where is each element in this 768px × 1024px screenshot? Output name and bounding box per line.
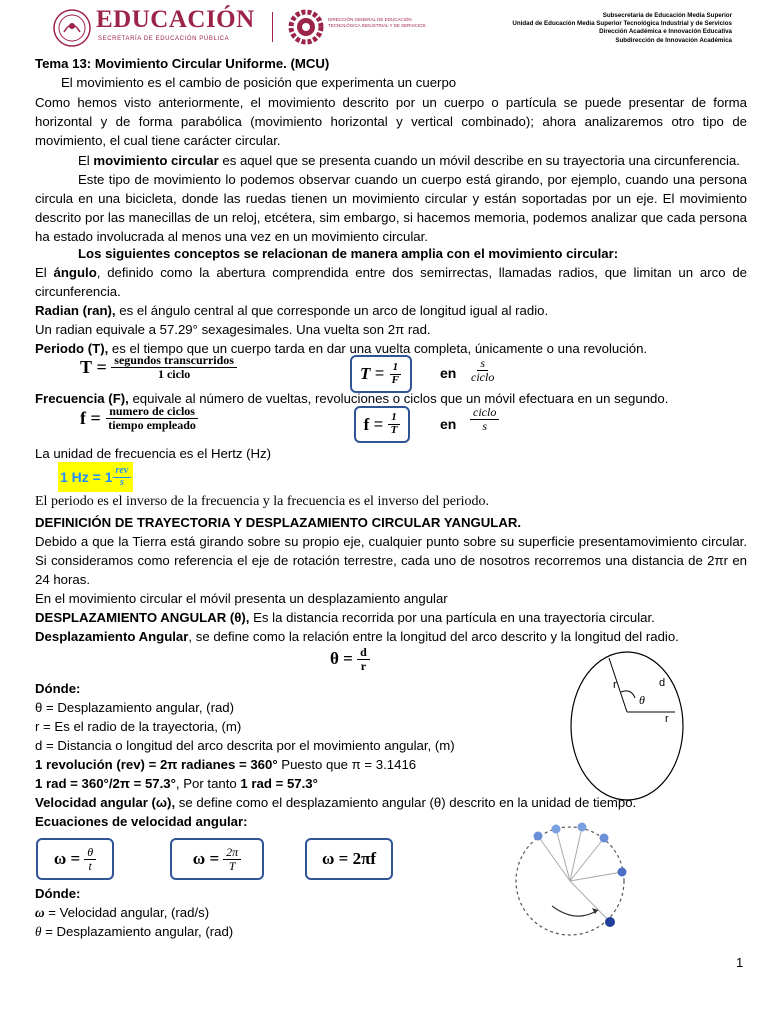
angular-velocity-diagram [500, 818, 640, 943]
arc-label: d [659, 677, 666, 689]
angular-line: En el movimiento circular el móvil presenta un desplazamiento angular [35, 591, 448, 606]
periodo-formula: T = $\frac{\text{segundos transcurridos}}{\text{1 ciclo}}$ [80, 354, 237, 380]
paragraph-desplazamiento-def: Desplazamiento Angular, se define como la relación entre la longitud del arco descrito y la longitud del radio. [35, 629, 679, 644]
header [0, 0, 768, 52]
periodo-units: $\frac{s}{\text{ciclo}}$ [471, 356, 495, 384]
periodo-boxed-formula: T = $\frac{1}{F}$ [350, 355, 412, 393]
angular-displacement-diagram [565, 646, 695, 806]
radius-label: r [613, 679, 617, 691]
government-seal-icon [52, 8, 92, 48]
dgeti-text: DIRECCIÓN GENERAL DE EDUCACIÓN TECNOLÓGICA INDUSTRIAL Y DE SERVICIOS [328, 17, 426, 28]
rad-line: 1 rad = 360°/2π = 57.3°, Por tanto 1 rad = 57.3° [35, 776, 318, 791]
paragraph-examples: Este tipo de movimiento lo podemos observar cuando un cuerpo está girando, por ejemplo, cuando una persona circula en una bicicleta, donde las ruedas tienen un movimiento circular y están soportadas por un eje. El movimiento descrito por las manecillas de un reloj, etcétera, sim embargo, si hacemos memoria, podemos analizar que cada persona ha estado involucrada al menos una vez en un movimiento circular. [35, 172, 747, 244]
ecuaciones-heading: Ecuaciones de velocidad angular: [35, 814, 248, 829]
paragraph-radian: Radian (ran), es el ángulo central al que corresponde un arco de longitud igual al radio. [35, 303, 549, 318]
hertz-line: La unidad de frecuencia es el Hertz (Hz) [35, 446, 272, 461]
frecuencia-en: en [440, 416, 457, 432]
term-radian: Radian (ran), [35, 303, 116, 318]
definition-heading: DEFINICIÓN DE TRAYECTORIA Y DESPLAZAMIENTO CIRCULAR YANGULAR. [35, 515, 522, 530]
inverso-line: El periodo es el inverso de la frecuencia y la frecuencia es el inverso del periodo. [35, 494, 490, 509]
term-movimiento-circular: movimiento circular [93, 153, 219, 168]
hertz-formula: 1 Hz = 1 $\frac{\text{rev}}{s}$ [58, 462, 133, 492]
paragraph-periodo: Periodo (T), es el tiempo que un cuerpo tarda en dar una vuelta completa, únicamente o una revolución. [35, 341, 648, 356]
term-desplazamiento-angular: DESPLAZAMIENTO ANGULAR (θ), [35, 610, 250, 625]
header-line: Subsecretaría de Educación Media Superior [602, 12, 732, 19]
concepts-heading: Los siguientes conceptos se relacionan de manera amplia con el movimiento circular: [78, 246, 619, 261]
intro-line: El movimiento es el cambio de posición que experimenta un cuerpo [61, 75, 457, 90]
radian-equivalence: Un radian equivale a 57.29° sexagesimales. Una vuelta son 2π rad. [35, 322, 431, 337]
frecuencia-boxed-formula: f = $\frac{1}{T}$ [354, 406, 410, 443]
donde-item: d = Distancia o longitud del arco descrita por el movimiento angular, (m) [35, 738, 455, 753]
term-velocidad-angular: Velocidad angular (ω), [35, 795, 176, 810]
header-line: Unidad de Educación Media Superior Tecnológica Industrial y de Servicios [512, 20, 732, 28]
paragraph-tierra: Debido a que la Tierra está girando sobre su propio eje, cualquier punto sobre su superficie presentamovimiento circular. Si consideramos como referencia el eje de rotación terrestre, cada uno de nosotros recorremos una distancia de 2πr en 24 horas. [35, 534, 747, 587]
paragraph-desplazamiento-angular: DESPLAZAMIENTO ANGULAR (θ), Es la distancia recorrida por una partícula en una trayectoria circular. [35, 610, 655, 625]
dgeti-gear-icon [288, 9, 324, 45]
header-right-lines [470, 12, 732, 45]
page-number: 1 [736, 955, 744, 970]
logo-text: EDUCACIÓN [96, 6, 255, 33]
donde-item: r = Es el radio de la trayectoria, (m) [35, 719, 242, 734]
paragraph-frecuencia: Frecuencia (F), equivale al número de vueltas, revoluciones o ciclos que un móvil efectuara en un segundo. [35, 391, 669, 406]
revolucion-line: 1 revolución (rev) = 2π radianes = 360° Puesto que π = 3.1416 [35, 757, 417, 772]
theta-formula: θ = $\frac{d}{r}$ [330, 646, 370, 672]
donde-item-2: θ = Desplazamiento angular, (rad) [35, 924, 234, 939]
paragraph-angulo: El ángulo, definido como la abertura comprendida entre dos semirrectas, llamadas radios, que limitan un arco de circunferencia. [35, 265, 748, 299]
velocity-equation-2: ω = $\frac{2\pi}{T}$ [170, 838, 264, 880]
velocity-equation-1: ω = $\frac{\theta}{t}$ [36, 838, 114, 880]
paragraph-circular-definition: El movimiento circular es aquel que se presenta cuando un móvil describe en su trayectoria una circunferencia. [78, 153, 740, 168]
header-line: Dirección Académica e Innovación Educativa [599, 28, 732, 36]
theta-label: θ [639, 693, 645, 707]
logo-subtext: SECRETARÍA DE EDUCACIÓN PÚBLICA [98, 36, 230, 42]
donde-label: Dónde: [35, 681, 81, 696]
term-angulo: ángulo [53, 265, 97, 280]
paragraph-previous-motion: Como hemos visto anteriormente, el movimiento descrito por un cuerpo o partícula se puede presentar de forma horizontal y de forma parabólica (movimiento horizontal y vertical combinado); ahora analizaremos otro tipo de movimiento, el cual tiene carácter circular. [35, 95, 747, 148]
term-desplazamiento-def: Desplazamiento Angular [35, 629, 189, 644]
donde-item: θ = Desplazamiento angular, (rad) [35, 700, 235, 715]
header-line: Subdirección de Innovación Académica [615, 36, 732, 44]
donde-item-2: ω = Velocidad angular, (rad/s) [35, 905, 210, 920]
donde-label-2: Dónde: [35, 886, 81, 901]
page-title: Tema 13: Movimiento Circular Uniforme. (MCU) [35, 56, 330, 71]
periodo-en: en [440, 365, 457, 381]
frecuencia-units: $\frac{\text{ciclo}}{s}$ [470, 406, 499, 432]
term-frecuencia: Frecuencia (F), [35, 391, 129, 406]
header-divider [272, 12, 273, 42]
term-periodo: Periodo (T), [35, 341, 109, 356]
radius-label: r [665, 713, 669, 725]
paragraph-velocidad-angular: Velocidad angular (ω), se define como el desplazamiento angular (θ) descrito en la unidad de tiempo. [35, 795, 637, 810]
frecuencia-formula: f = $\frac{\text{numero de ciclos}}{\text{tiempo empleado}}$ [80, 405, 199, 431]
velocity-equation-3: ω = 2πf [305, 838, 393, 880]
